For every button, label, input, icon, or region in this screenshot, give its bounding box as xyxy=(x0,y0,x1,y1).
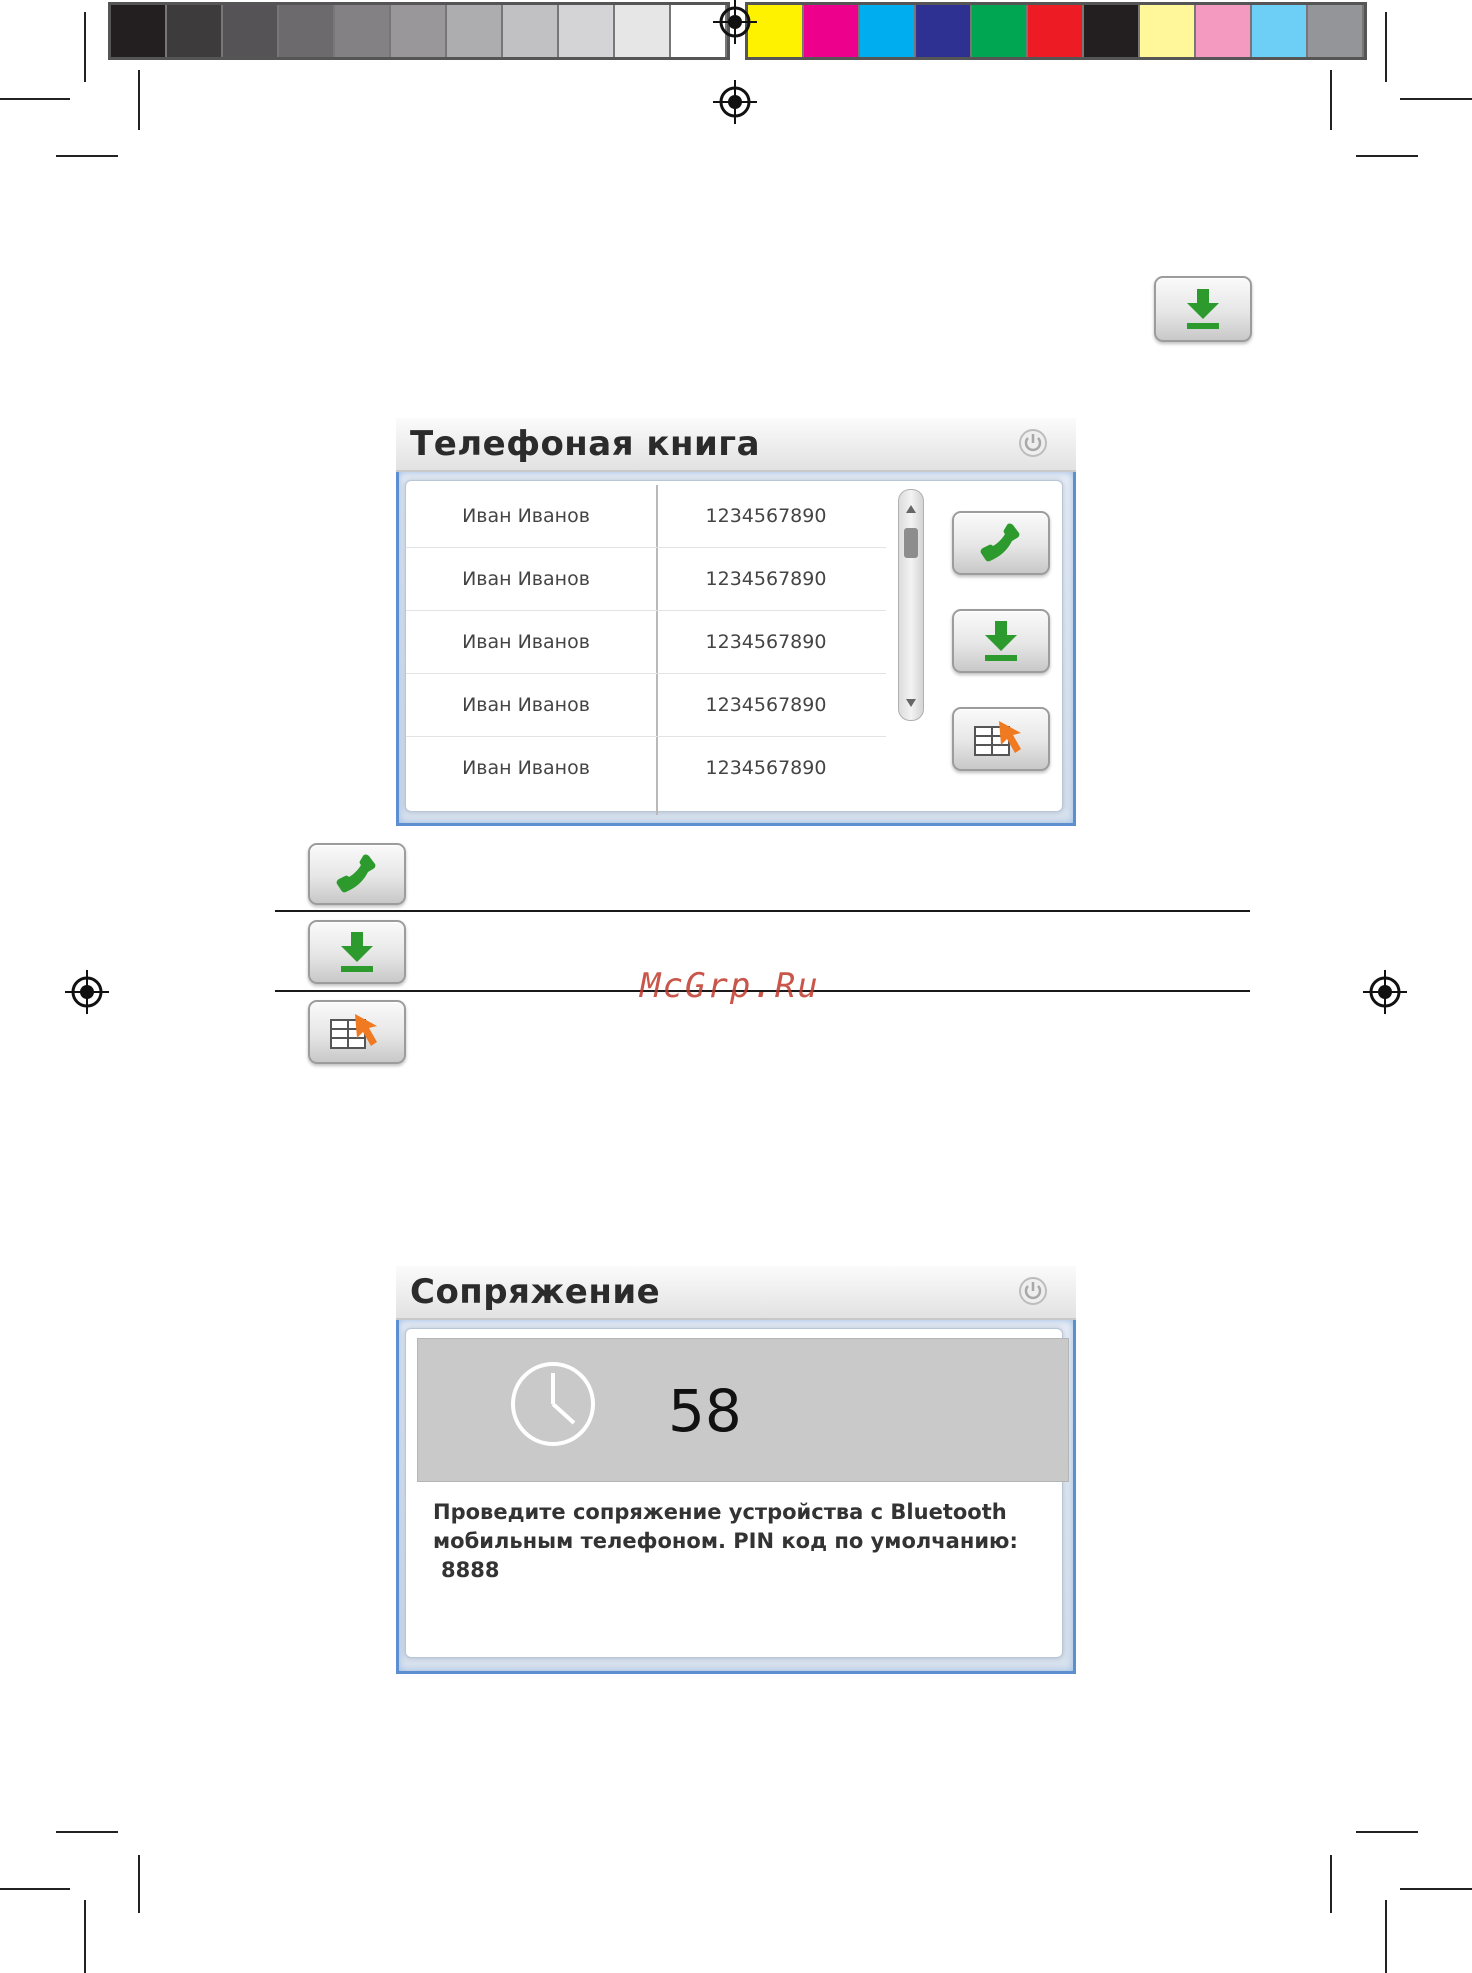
pin-code: 8888 xyxy=(441,1558,500,1582)
download-button[interactable] xyxy=(1154,276,1252,342)
crop-mark xyxy=(1356,155,1418,157)
contact-number: 1234567890 xyxy=(705,757,827,779)
color-swatch xyxy=(1196,5,1252,57)
contact-name: Иван Иванов xyxy=(462,505,590,527)
phonebook-panel xyxy=(405,480,1063,812)
call-button[interactable] xyxy=(308,843,406,905)
crop-mark xyxy=(138,70,140,130)
crop-mark xyxy=(138,1855,140,1913)
crop-mark xyxy=(56,155,118,157)
color-swatch xyxy=(1140,5,1196,57)
countdown-box xyxy=(417,1338,1069,1482)
color-swatch xyxy=(1028,5,1084,57)
clock-icon xyxy=(508,1359,598,1449)
divider-line xyxy=(275,910,1250,912)
table-import-icon xyxy=(971,717,1031,761)
color-swatch xyxy=(804,5,860,57)
contact-row[interactable] xyxy=(406,485,886,548)
contact-number: 1234567890 xyxy=(705,631,827,653)
contact-name: Иван Иванов xyxy=(462,757,590,779)
pairing-panel xyxy=(405,1328,1061,1656)
color-swatch xyxy=(615,5,671,57)
scroll-thumb[interactable] xyxy=(904,528,918,558)
download-arrow-icon xyxy=(1183,287,1223,331)
process-color-bar xyxy=(745,2,1367,60)
contact-number: 1234567890 xyxy=(705,505,827,527)
call-button[interactable] xyxy=(952,511,1050,575)
crop-mark xyxy=(0,98,70,100)
contact-scrollbar[interactable] xyxy=(898,489,924,721)
crop-mark xyxy=(1330,1855,1332,1913)
crop-mark xyxy=(1400,98,1472,100)
crop-mark xyxy=(1385,12,1387,82)
color-swatch xyxy=(391,5,447,57)
phone-handset-icon xyxy=(335,852,379,896)
pairing-body xyxy=(396,1320,1076,1674)
color-swatch xyxy=(1308,5,1364,57)
color-swatch xyxy=(335,5,391,57)
crop-mark xyxy=(1330,70,1332,130)
countdown-value: 58 xyxy=(668,1377,742,1445)
contact-number: 1234567890 xyxy=(705,694,827,716)
contact-row[interactable] xyxy=(406,611,886,674)
watermark: McGrp.Ru xyxy=(640,966,820,1006)
crop-mark xyxy=(84,12,86,82)
pairing-title: Сопряжение xyxy=(410,1272,661,1312)
color-swatch xyxy=(167,5,223,57)
pairing-title-bar xyxy=(396,1266,1076,1320)
contact-row[interactable] xyxy=(406,737,886,799)
phonebook-body xyxy=(396,472,1076,826)
contact-name: Иван Иванов xyxy=(462,568,590,590)
import-button[interactable] xyxy=(308,1000,406,1064)
registration-crosshair-icon xyxy=(713,0,757,44)
phonebook-title-bar xyxy=(396,418,1076,472)
registration-crosshair-icon xyxy=(65,970,109,1014)
pairing-instructions: Проведите сопряжение устройства с Bluetooth мобильным телефоном. PIN код по умолчанию: xyxy=(433,1500,1018,1553)
color-swatch xyxy=(916,5,972,57)
grayscale-color-bar xyxy=(108,2,730,60)
crop-mark xyxy=(84,1900,86,1973)
color-swatch xyxy=(111,5,167,57)
contact-name: Иван Иванов xyxy=(462,694,590,716)
contact-name: Иван Иванов xyxy=(462,631,590,653)
color-swatch xyxy=(447,5,503,57)
color-swatch xyxy=(223,5,279,57)
crop-mark xyxy=(56,1831,118,1833)
color-swatch xyxy=(279,5,335,57)
power-icon[interactable] xyxy=(1018,1276,1048,1306)
table-import-icon xyxy=(327,1010,387,1054)
contact-row[interactable] xyxy=(406,548,886,611)
color-swatch xyxy=(1084,5,1140,57)
color-swatch xyxy=(860,5,916,57)
phonebook-window xyxy=(396,418,1076,826)
color-swatch xyxy=(972,5,1028,57)
contact-row[interactable] xyxy=(406,674,886,737)
scroll-up-icon[interactable] xyxy=(905,504,917,514)
pairing-window xyxy=(396,1266,1076,1674)
import-button[interactable] xyxy=(952,707,1050,771)
download-button[interactable] xyxy=(952,609,1050,673)
phone-handset-icon xyxy=(979,521,1023,565)
color-swatch xyxy=(503,5,559,57)
phonebook-title: Телефоная книга xyxy=(410,424,761,464)
download-button[interactable] xyxy=(308,920,406,984)
color-swatch xyxy=(559,5,615,57)
download-arrow-icon xyxy=(981,619,1021,663)
crop-mark xyxy=(1385,1900,1387,1973)
registration-crosshair-icon xyxy=(713,80,757,124)
scroll-down-icon[interactable] xyxy=(905,698,917,708)
registration-crosshair-icon xyxy=(1363,970,1407,1014)
download-arrow-icon xyxy=(337,930,377,974)
crop-mark xyxy=(1400,1888,1472,1890)
power-icon[interactable] xyxy=(1018,428,1048,458)
pairing-message xyxy=(433,1498,1053,1585)
color-swatch xyxy=(1252,5,1308,57)
crop-mark xyxy=(1356,1831,1418,1833)
contact-number: 1234567890 xyxy=(705,568,827,590)
contact-list xyxy=(406,485,886,815)
crop-mark xyxy=(0,1888,70,1890)
